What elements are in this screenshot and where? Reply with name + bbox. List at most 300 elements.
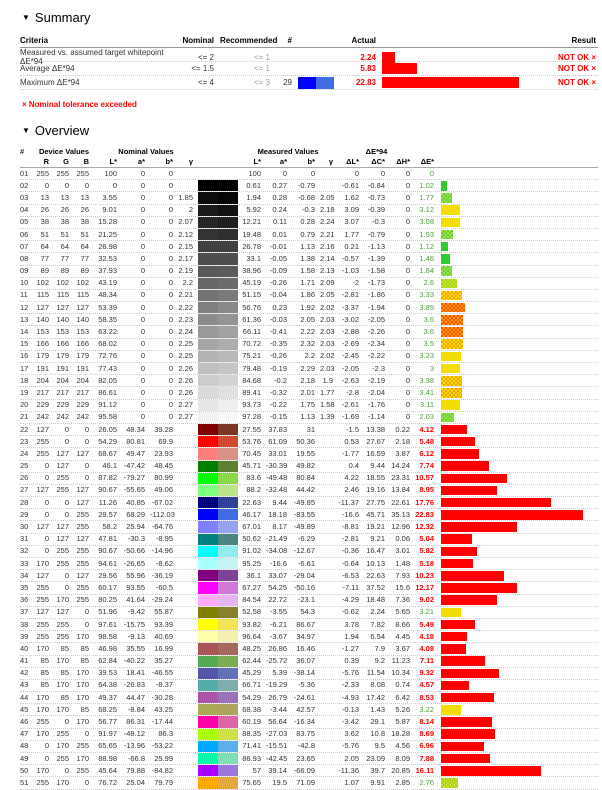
col-measured-gamma: γ (328, 157, 333, 166)
nominal-gamma: 2.21 (178, 290, 193, 300)
device-g: 255 (56, 753, 69, 763)
delta-e: 3.6 (423, 327, 434, 337)
delta-h: 0 (405, 327, 410, 337)
delta-e-bar (441, 218, 460, 228)
summary-row (20, 76, 598, 90)
summary-col-result: Result (571, 36, 596, 45)
nominal-l: 3.55 (102, 192, 117, 202)
nominal-l: 91.97 (98, 729, 117, 739)
patch-swatch (198, 180, 238, 191)
nominal-b: 0 (168, 229, 173, 239)
patch-number: 42 (20, 668, 29, 678)
delta-e-bar (441, 364, 460, 374)
patch-swatch (198, 387, 238, 398)
measured-swatch (218, 424, 238, 435)
device-g: 115 (57, 290, 69, 300)
device-b: 77 (80, 253, 89, 263)
measured-l: 51.15 (242, 290, 261, 300)
summary-section-title[interactable] (22, 10, 598, 25)
measured-b: 16.46 (296, 643, 315, 653)
device-g: 255 (56, 619, 69, 629)
measured-b: 2.05 (300, 314, 315, 324)
delta-c: 9.44 (370, 461, 385, 471)
measured-a: -0.26 (269, 351, 287, 361)
actual-value: 2.24 (360, 52, 376, 62)
nominal-a: 0 (140, 217, 145, 227)
device-b: 102 (76, 278, 89, 288)
delta-e: 1.93 (419, 229, 434, 239)
delta-e: 0 (429, 168, 434, 178)
delta-e: 1.77 (419, 192, 434, 202)
collapse-triangle-icon: ▼ (22, 126, 30, 135)
nominal-l: 26.05 (98, 424, 117, 434)
measured-b: -6.29 (297, 534, 315, 544)
measured-l: 62.44 (242, 656, 261, 666)
nominal-swatch (198, 278, 218, 289)
patch-number: 20 (20, 400, 29, 410)
device-g: 170 (56, 741, 69, 751)
nominal-swatch (198, 704, 218, 715)
nominal-l: 94.61 (98, 558, 117, 568)
delta-e: 2.76 (419, 777, 434, 787)
device-g: 166 (56, 339, 69, 349)
nominal-l: 86.61 (98, 387, 117, 397)
device-b: 51 (80, 229, 89, 239)
nominal-l: 98.58 (98, 631, 117, 641)
delta-h: 6.42 (395, 692, 410, 702)
delta-l: -1.5 (346, 424, 359, 434)
device-g: 255 (56, 558, 69, 568)
device-r: 166 (36, 339, 49, 349)
summary-row (20, 62, 598, 76)
patch-number: 15 (20, 339, 29, 349)
patch-number: 12 (20, 302, 29, 312)
overview-section (20, 123, 598, 790)
delta-e: 3.08 (419, 217, 434, 227)
nominal-b: -64.76 (151, 522, 173, 532)
nominal-swatch (198, 509, 218, 520)
measured-b: -83.55 (293, 509, 315, 519)
delta-l: -2.45 (341, 351, 359, 361)
measured-l: 100 (248, 168, 261, 178)
measured-swatch (218, 241, 238, 252)
nominal-a: 35.55 (126, 643, 145, 653)
delta-l: -5.76 (341, 668, 359, 678)
nominal-b: 25.99 (154, 753, 173, 763)
device-r: 153 (36, 327, 49, 337)
nominal-b: 49.06 (154, 485, 173, 495)
measured-swatch (218, 607, 238, 618)
delta-c: 27.75 (366, 497, 385, 507)
measured-b: 0 (310, 168, 315, 178)
delta-e-bar (441, 729, 495, 739)
delta-h: 0 (405, 266, 410, 276)
nominal-gamma: 2.25 (178, 351, 193, 361)
delta-l: -2.33 (341, 680, 359, 690)
patch-number: 51 (20, 777, 29, 787)
measured-l: 46.17 (242, 509, 261, 519)
measured-a: -0.35 (269, 339, 287, 349)
nominal-b: 0 (168, 266, 173, 276)
nominal-l: 47.81 (98, 534, 117, 544)
delta-e: 1.02 (419, 180, 434, 190)
measured-a: 26.86 (268, 643, 287, 653)
measured-a: -34.08 (266, 546, 288, 556)
delta-e-bar (441, 266, 452, 276)
measured-gamma: 2.24 (320, 217, 335, 227)
delta-c: -0.79 (367, 229, 385, 239)
table-row (20, 290, 598, 302)
device-r: 179 (36, 351, 49, 361)
delta-l: -1.77 (341, 448, 359, 458)
measured-b: 1.58 (300, 266, 315, 276)
nominal-b: -67.02 (151, 497, 173, 507)
nominal-a: 0 (140, 168, 145, 178)
measured-b: -49.89 (293, 522, 315, 532)
measured-b: 1.86 (300, 290, 315, 300)
device-b: 127 (76, 485, 89, 495)
delta-c: 1.43 (370, 704, 385, 714)
overview-section-title[interactable] (22, 123, 598, 138)
patch-swatch (198, 607, 238, 618)
delta-l: 1.07 (344, 777, 359, 787)
delta-l: -2.61 (341, 400, 359, 410)
measured-swatch (218, 473, 238, 484)
device-g: 255 (56, 485, 69, 495)
nominal-l: 77.43 (98, 363, 117, 373)
table-row (20, 546, 598, 558)
nominal-swatch (198, 253, 218, 264)
patch-swatch (198, 485, 238, 496)
measured-a: 18.18 (268, 509, 287, 519)
patch-swatch (198, 448, 238, 459)
delta-e: 4.08 (419, 643, 434, 653)
patch-swatch (198, 375, 238, 386)
measured-b: 2.29 (300, 363, 315, 373)
nominal-b: 0 (168, 253, 173, 263)
table-row (20, 302, 598, 314)
measured-l: 91.02 (242, 546, 261, 556)
delta-e: 3.33 (419, 290, 434, 300)
nominal-swatch (198, 461, 218, 472)
group-measured-values: Measured Values (257, 147, 319, 156)
nominal-swatch (198, 497, 218, 508)
tolerance-footnote: × Nominal tolerance exceeded (22, 100, 137, 109)
delta-e-bar (441, 449, 479, 459)
delta-h: 35.13 (391, 509, 410, 519)
measured-l: 38.96 (242, 266, 261, 276)
delta-l: -7.11 (342, 582, 359, 592)
table-row (20, 266, 598, 278)
device-g: 77 (60, 253, 69, 263)
measured-swatch (218, 619, 238, 630)
delta-l: -2.63 (341, 375, 359, 385)
delta-e: 7.11 (419, 656, 434, 666)
delta-c: 0 (380, 168, 385, 178)
nominal-swatch (198, 656, 218, 667)
overview-group-header-row (20, 147, 598, 157)
delta-e: 4.18 (419, 631, 434, 641)
measured-l: 26.78 (242, 241, 261, 251)
measured-a: -0.01 (269, 241, 287, 251)
measured-b: -29.04 (293, 570, 315, 580)
measured-b: -12.67 (293, 546, 315, 556)
device-b: 191 (76, 363, 89, 373)
col-delta-h: ΔH* (396, 157, 410, 166)
delta-l: -6.53 (341, 570, 359, 580)
patch-number: 28 (20, 497, 29, 507)
nominal-l: 58.2 (102, 522, 117, 532)
measured-a: -21.49 (266, 534, 288, 544)
table-row (20, 205, 598, 217)
delta-c: -2.22 (367, 351, 385, 361)
nominal-b: 0 (168, 192, 173, 202)
measured-l: 93.82 (242, 619, 261, 629)
nominal-b: -36.19 (151, 570, 173, 580)
device-g: 0 (64, 570, 69, 580)
delta-h: 10.34 (391, 668, 410, 678)
device-r: 255 (36, 717, 49, 727)
delta-e-bar (441, 498, 551, 508)
device-b: 127 (76, 497, 89, 507)
nominal-swatch (198, 375, 218, 386)
patch-number: 37 (20, 607, 29, 617)
nominal-a: 0 (140, 192, 145, 202)
table-row (20, 278, 598, 290)
delta-e-bar (441, 352, 461, 362)
delta-e-bar (441, 778, 458, 788)
patch-swatch (198, 400, 238, 411)
table-row (20, 192, 598, 204)
device-g: 255 (56, 546, 69, 556)
device-g: 0 (64, 765, 69, 775)
delta-e-bar (441, 461, 489, 471)
nominal-b: 0 (168, 351, 173, 361)
actual-value: 5.83 (360, 64, 376, 73)
nominal-value: <= 4 (197, 78, 214, 87)
col-delta-e: ΔE* (420, 157, 434, 166)
measured-gamma: 2.02 (320, 302, 335, 312)
nominal-l: 46.1 (102, 461, 117, 471)
nominal-b: 0 (168, 314, 173, 324)
device-b: 255 (76, 582, 89, 592)
nominal-b: 0 (168, 290, 173, 300)
delta-c: -2.19 (367, 375, 385, 385)
measured-l: 1.94 (246, 192, 261, 202)
table-row (20, 448, 598, 460)
summary-header-row (20, 34, 598, 48)
measured-a: -0.2 (274, 375, 287, 385)
delta-e-bar (441, 254, 450, 264)
delta-l: 2.05 (344, 753, 359, 763)
table-row (20, 680, 598, 692)
measured-l: 89.41 (242, 387, 261, 397)
device-g: 0 (64, 582, 69, 592)
delta-c: 19.21 (366, 522, 385, 532)
delta-l: -0.62 (341, 607, 359, 617)
measured-a: -6.21 (269, 619, 287, 629)
nominal-l: 48.34 (98, 290, 117, 300)
delta-c: 13.38 (366, 424, 385, 434)
measured-l: 66.71 (242, 680, 261, 690)
measured-swatch (218, 777, 238, 788)
patch-swatch (198, 290, 238, 301)
patch-number: 50 (20, 765, 29, 775)
measured-l: 56.76 (242, 302, 261, 312)
measured-l: 75.21 (242, 351, 261, 361)
measured-gamma: 2.03 (320, 339, 335, 349)
delta-e: 8.69 (419, 729, 434, 739)
nominal-gamma: 2.26 (178, 387, 193, 397)
nominal-b: -53.22 (151, 741, 173, 751)
nominal-a: -9.42 (127, 607, 145, 617)
nominal-a: 0 (140, 327, 145, 337)
nominal-b: 0 (168, 180, 173, 190)
nominal-l: 53.39 (98, 302, 117, 312)
device-r: 115 (37, 290, 49, 300)
device-b: 85 (80, 643, 89, 653)
measured-b: 42.57 (296, 704, 315, 714)
nominal-b: 0 (168, 168, 173, 178)
delta-c: 7.9 (374, 643, 385, 653)
measured-b: 2.18 (300, 375, 315, 385)
table-row (20, 753, 598, 765)
delta-l: 0.39 (344, 656, 359, 666)
nominal-l: 65.65 (98, 741, 117, 751)
delta-e: 9.02 (419, 595, 434, 605)
measured-b: -50.16 (293, 582, 315, 592)
nominal-b: 93.39 (154, 619, 173, 629)
delta-e: 9.32 (419, 668, 434, 678)
device-g: 255 (56, 473, 69, 483)
measured-b: 80.84 (296, 473, 315, 483)
delta-h: 0 (405, 363, 410, 373)
patch-swatch (198, 302, 238, 313)
table-row (20, 461, 598, 473)
nominal-a: 0 (140, 351, 145, 361)
nominal-swatch (198, 485, 218, 496)
delta-l: -1.69 (341, 412, 359, 422)
measured-l: 52.58 (242, 607, 261, 617)
patch-number: 29 (20, 509, 29, 519)
patch-number: 18 (20, 375, 29, 385)
col-b: B (83, 157, 89, 166)
measured-l: 96.64 (242, 631, 261, 641)
overview-rows (20, 168, 598, 790)
delta-e-bar (441, 522, 517, 532)
nominal-gamma: 2.26 (178, 375, 193, 385)
nominal-b: 43.25 (154, 704, 173, 714)
nominal-a: -15.75 (123, 619, 145, 629)
patch-swatch (198, 314, 238, 325)
patch-number: 08 (20, 253, 29, 263)
measured-swatch (218, 509, 238, 520)
nominal-l: 72.76 (98, 351, 117, 361)
nominal-b: -30.28 (151, 692, 173, 702)
measured-swatch (218, 521, 238, 532)
delta-h: 3.67 (395, 643, 410, 653)
nominal-a: 0 (140, 314, 145, 324)
measured-a: 33.01 (268, 448, 287, 458)
device-g: 170 (56, 777, 69, 787)
measured-swatch (218, 704, 238, 715)
measured-swatch (316, 77, 334, 89)
nominal-b: -8.62 (155, 558, 173, 568)
delta-l: -5.76 (341, 741, 359, 751)
device-r: 127 (36, 424, 49, 434)
delta-c: 19.16 (366, 485, 385, 495)
device-r: 85 (40, 680, 49, 690)
nominal-gamma: 2.26 (178, 363, 193, 373)
measured-l: 36.1 (246, 570, 261, 580)
patch-number: 29 (283, 78, 292, 87)
nominal-swatch (198, 205, 218, 216)
measured-a: 56.64 (268, 717, 287, 727)
result-value: NOT OK × (557, 52, 596, 62)
measured-swatch (218, 436, 238, 447)
nominal-l: 45.64 (98, 765, 117, 775)
delta-e: 3.38 (419, 375, 434, 385)
summary-table (20, 34, 598, 90)
patch-number: 16 (20, 351, 29, 361)
table-row (20, 765, 598, 777)
measured-a: -0.26 (269, 278, 287, 288)
device-g: 0 (64, 424, 69, 434)
measured-gamma: 2.03 (320, 363, 335, 373)
nominal-gamma: 2.07 (178, 217, 193, 227)
delta-e: 3 (429, 363, 434, 373)
measured-l: 33.1 (246, 253, 261, 263)
device-g: 64 (60, 241, 69, 251)
measured-a: -0.04 (269, 290, 287, 300)
recommended-value: <= 1 (253, 52, 270, 62)
nominal-a: -9.13 (127, 631, 145, 641)
delta-e: 16.11 (415, 765, 434, 775)
group-nominal-values: Nominal Values (118, 147, 174, 156)
patch-number: 33 (20, 558, 29, 568)
delta-h: 7.36 (395, 595, 410, 605)
delta-e: 5.04 (419, 534, 434, 544)
delta-c: 9.5 (374, 741, 385, 751)
delta-l: 2.46 (344, 485, 359, 495)
nominal-swatch (198, 314, 218, 325)
delta-l: -4.29 (341, 595, 359, 605)
measured-gamma: 1.39 (320, 412, 335, 422)
patch-swatch (198, 217, 238, 228)
device-g: 85 (60, 692, 69, 702)
measured-a: 0.23 (272, 302, 287, 312)
device-g: 85 (60, 668, 69, 678)
patch-number: 32 (20, 546, 29, 556)
patch-number: 41 (20, 656, 29, 666)
delta-e: 6.12 (419, 448, 434, 458)
device-g: 89 (60, 266, 69, 276)
nominal-swatch (298, 77, 316, 89)
delta-l: -8.81 (341, 522, 359, 532)
measured-swatch (218, 765, 238, 776)
device-r: 127 (36, 570, 49, 580)
device-r: 255 (36, 619, 49, 629)
nominal-b: 0 (168, 302, 173, 312)
patch-swatch (198, 753, 238, 764)
patch-number: 09 (20, 266, 29, 276)
measured-l: 45.19 (242, 278, 261, 288)
nominal-gamma: 2.15 (178, 241, 193, 251)
patch-swatch (198, 656, 238, 667)
device-r: 102 (36, 278, 49, 288)
measured-l: 19.48 (242, 229, 261, 239)
delta-h: 8.09 (395, 753, 410, 763)
